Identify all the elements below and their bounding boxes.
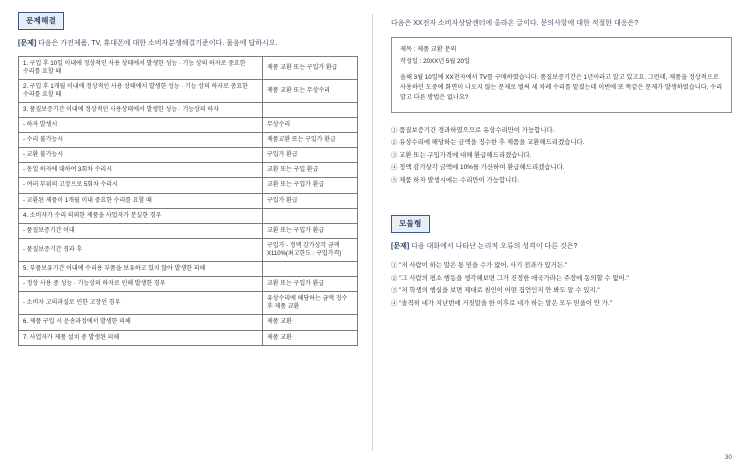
table-cell-criteria: - 하자 발생시: [19, 118, 263, 133]
table-cell-criteria: 3. 품질보증기간 이내에 정상적인 사용상태에서 발생한 성능 · 기능상의 하자: [19, 103, 263, 118]
left-prompt-text: 다음은 가전제품, TV, 휴대폰에 대한 소비자분쟁해결기준이다. 물음에 답하시오.: [38, 39, 278, 47]
table-cell-criteria: 4. 소비자가 수리 의뢰한 제품을 사업자가 분실한 경우: [19, 208, 263, 223]
right-intro-text: 다음은 XX전자 소비자상담센터에 올라온 글이다. 문의사항에 대한 적절한 대응은?: [391, 20, 639, 27]
table-cell-remedy: 제품 교환 또는 구입가 환급: [263, 56, 358, 79]
table-cell-criteria: - 교환 불가능시: [19, 148, 263, 163]
table-cell-remedy: 유상수리에 해당하는 금액 징수 후 제품 교환: [263, 292, 358, 315]
table-cell-criteria: 5. 부품보유기간 이내에 수리용 부품을 보유하고 있지 않아 발생한 피해: [19, 262, 263, 277]
table-cell-criteria: 1. 구입 후 10일 이내에 정상적인 사용 상태에서 발생한 성능 · 기능 상의 하자로 중요한 수리를 요할 때: [19, 56, 263, 79]
choice-3: ③ 교환 또는 구입가격에 대해 환급해드리겠습니다.: [391, 151, 532, 159]
right-prompt-2: [391, 242, 732, 252]
table-row: [19, 103, 358, 118]
table-row: [19, 315, 358, 330]
table-cell-criteria: - 여러 부위의 고장으로 5회차 수리시: [19, 178, 263, 193]
choice-5: ⑤ 제품 하자 발생시에는 수리만이 가능합니다.: [391, 176, 520, 184]
table-row: [19, 223, 358, 238]
table-cell-criteria: - 정상 사용 중 성능 · 기능상의 하자로 인해 발생한 경우: [19, 277, 263, 292]
table-cell-remedy: 제품 교환: [263, 315, 358, 330]
section-tag-problem-solving: 문제해결: [18, 12, 64, 30]
logic-error-choices: [391, 260, 732, 311]
table-cell-criteria: - 교환된 제품이 1개월 이내 중요한 수리를 요할 때: [19, 193, 263, 208]
table-row: [19, 79, 358, 102]
table-cell-remedy: 구입가 - 정액 감가상각 금액 X110%(최고한도 : 구입가격): [263, 238, 358, 261]
dispute-resolution-table: [18, 56, 358, 346]
choice-2: ② 유상수리에 해당하는 금액을 징수한 후 제품을 교환해드리겠습니다.: [391, 139, 585, 147]
table-cell-criteria: 6. 제품 구입 시 운송과정에서 발생한 피해: [19, 315, 263, 330]
table-cell-remedy: 구입가 환급: [263, 193, 358, 208]
table-cell-criteria: - 동일 하자에 대하여 3회차 수리시: [19, 163, 263, 178]
table-cell-remedy: 구입가 환급: [263, 148, 358, 163]
table-cell-remedy: 교환 또는 구입가 환급: [263, 277, 358, 292]
left-prompt-label: [문제]: [18, 39, 37, 47]
inquiry-body: 올해 3월 10일에 XX전자에서 TV를 구매하였습니다. 품질보증기간은 1년이라고 알고 있고요. 그런데, 제품을 정상적으로 사용하던 도중에 화면이 나오지 않는 문제로 벌써 세 차례 수리를 맡겼는데 이번에 또 똑같은 문제가 발생하였습니다. 수리 말고 다른 방법은 없나요?: [400, 73, 723, 101]
logic-choice-3: ③ "저 학생의 행실을 보면 제대로 침인이 어떤 집언인지 안 봐도 알 수 있지.": [391, 287, 600, 295]
inquiry-title-line: 제목 : 제품 교환 문의: [400, 46, 457, 54]
table-row: [19, 292, 358, 315]
right-prompt-2-text: 다음 대화에서 나타난 논리적 오류의 성격이 다른 것은?: [411, 242, 578, 250]
table-cell-remedy: [263, 262, 358, 277]
logic-choice-4: ④ "솔직히 네가 지난번에 거짓말을 한 이후로 네가 하는 말은 모두 믿을이 안 가.": [391, 300, 612, 308]
module-type-block: [391, 213, 732, 311]
table-cell-criteria: - 수리 불가능시: [19, 133, 263, 148]
table-row: [19, 238, 358, 261]
table-cell-remedy: 무상수리: [263, 118, 358, 133]
right-prompt-2-label: [문제]: [391, 242, 410, 250]
inquiry-date-line: 작성일 : 20XX년 5월 20일: [400, 58, 470, 66]
customer-inquiry-box: [391, 37, 732, 113]
table-cell-remedy: 제품교환 또는 구입가 환급: [263, 133, 358, 148]
logic-choice-1: ① "저 사람이 하는 말은 통 믿을 수가 없어, 사기 전과가 있거든.": [391, 261, 567, 269]
table-cell-remedy: [263, 208, 358, 223]
left-prompt: [18, 39, 358, 49]
table-row: [19, 277, 358, 292]
table-cell-criteria: - 소비자 고의과실로 인한 고장인 경우: [19, 292, 263, 315]
right-column: [387, 10, 732, 469]
section-tag-module-type: 모듈형: [391, 215, 430, 233]
table-cell-criteria: - 품질보증기간 이내: [19, 223, 263, 238]
table-row: [19, 208, 358, 223]
table-row: [19, 178, 358, 193]
choice-4: ④ 정액 감가상각 금액에 10%를 가산하여 환급해드리겠습니다.: [391, 164, 565, 172]
table-row: [19, 148, 358, 163]
column-divider: [372, 14, 373, 451]
table-cell-remedy: 교환 또는 구입가 환급: [263, 223, 358, 238]
table-cell-remedy: 교환 또는 구입 환급: [263, 163, 358, 178]
table-cell-criteria: 7. 사업자가 제품 설치 중 발생된 피해: [19, 330, 263, 345]
choice-1: ① 품질보증기간 경과하였으므로 유상수리만이 가능합니다.: [391, 126, 555, 134]
table-cell-criteria: 2. 구입 후 1개월 이내에 정상적인 사용 상태에서 발생한 성능 · 기능 상의 하자로 중요한 수리를 요할 때: [19, 79, 263, 102]
answer-choices: [391, 125, 732, 187]
table-row: [19, 163, 358, 178]
logic-choice-2: ② "그 사람의 평소 행동을 생각해보면 그가 진정한 애국가라는 주장에 동의할 수 없어.": [391, 274, 629, 282]
table-row: [19, 56, 358, 79]
table-cell-criteria: - 품질보증기간 경과 후: [19, 238, 263, 261]
table-row: [19, 262, 358, 277]
table-body: [19, 56, 358, 345]
page-number: 30: [724, 454, 732, 461]
table-cell-remedy: 제품 교환 또는 무상수리: [263, 79, 358, 102]
table-row: [19, 193, 358, 208]
left-column: [18, 10, 366, 469]
table-cell-remedy: [263, 103, 358, 118]
table-row: [19, 330, 358, 345]
table-row: [19, 118, 358, 133]
table-row: [19, 133, 358, 148]
table-cell-remedy: 제품 교환: [263, 330, 358, 345]
table-cell-remedy: 교환 또는 구입가 환급: [263, 178, 358, 193]
